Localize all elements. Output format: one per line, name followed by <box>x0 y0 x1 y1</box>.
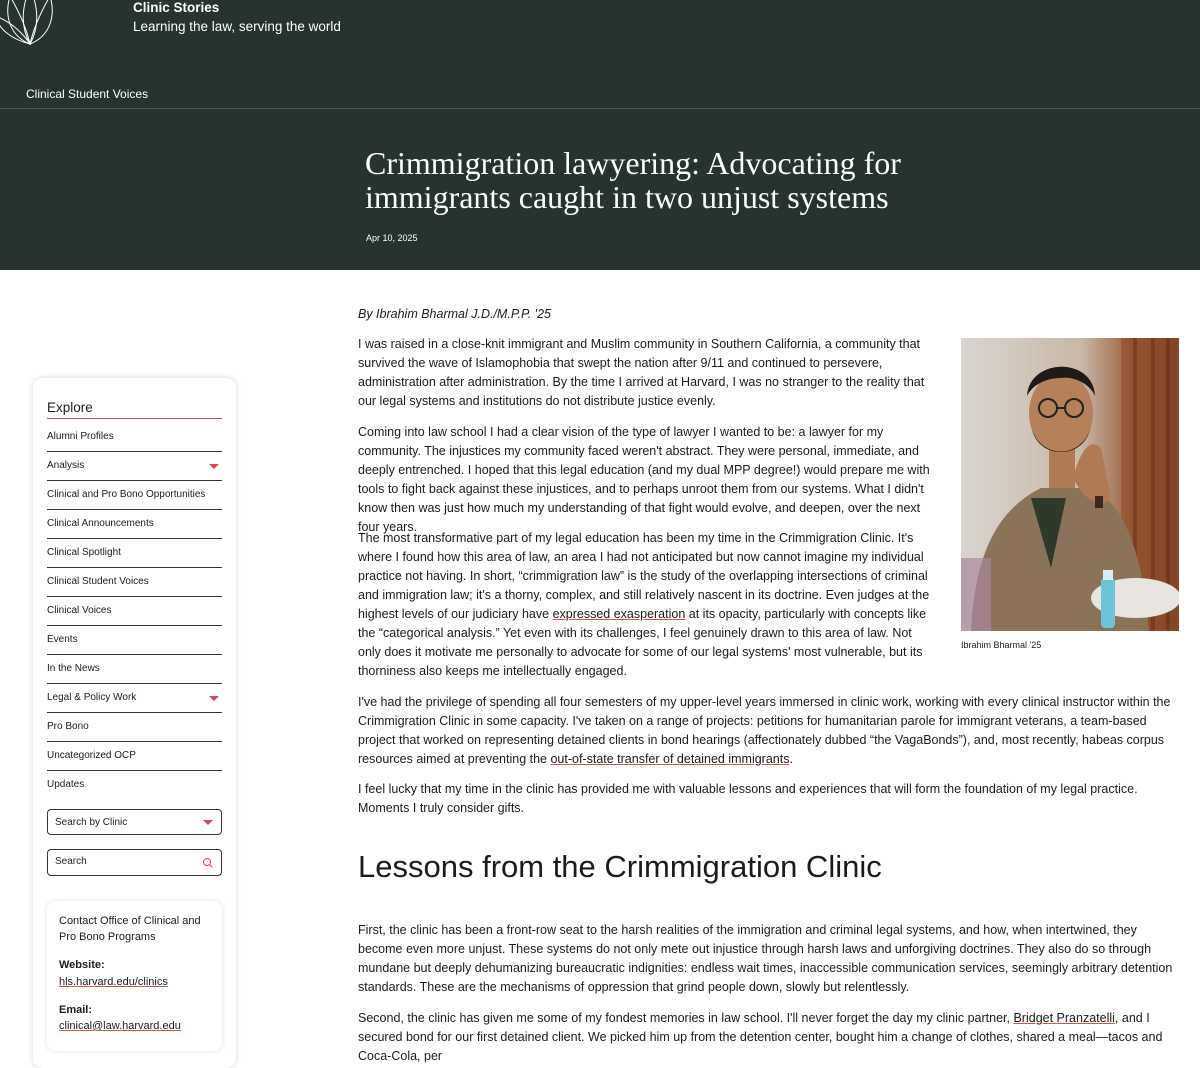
sidebar-item-clinical-pro-bono-opportunities[interactable] <box>47 481 222 510</box>
search-field[interactable] <box>47 849 222 876</box>
sidebar-item-label: Events <box>47 634 78 645</box>
paragraph-text: I've had the privilege of spending all four semesters of my upper-level years immersed in clinic work, working with every clinical instructor within the Crimmigration Clinic in some capacity. I've taken on a range of projects: petitions for humanitarian parole for immigrant veterans, a team-based project that worked on representing detained clients in bond hearings (affectionately dubbed “the VagaBonds”), and, most recently, habeas corpus resources aimed at preventing the <box>358 695 1171 766</box>
category-nav <box>47 423 222 799</box>
paragraph <box>358 529 938 681</box>
sidebar-item-label: Uncategorized OCP <box>47 750 136 761</box>
sidebar-item-label: Updates <box>47 779 85 790</box>
contact-card <box>47 901 222 1051</box>
sidebar-item-clinical-spotlight[interactable] <box>47 539 222 568</box>
chevron-down-icon[interactable] <box>203 820 213 825</box>
paragraph-text: at its opacity, particularly with concepts like the “categorical analysis.” Yet even with its challenges, I feel genuinely drawn to this area of law. Not only does it motivate me personally to advocate for some of our legal systems' most vulnerable, but its thorniness also keeps me intellectually engaged. <box>358 607 927 678</box>
email-link[interactable]: clinical@law.harvard.edu <box>59 1020 181 1032</box>
paragraph: I was raised in a close-knit immigrant and Muslim community in Southern California, a community that survived the wave of Islamophobia that swept the nation after 9/11 and continued to persevere, administration after administration. By the time I arrived at Harvard, I was no stranger to the reality that our legal systems and institutions do not distribute justice evenly. <box>358 337 925 408</box>
sidebar-item-label: Clinical Announcements <box>47 518 154 529</box>
paragraph-text: . <box>789 752 793 766</box>
photo-caption: Ibrahim Bharmal '25 <box>961 640 1042 650</box>
byline: By Ibrahim Bharmal J.D./M.P.P. '25 <box>358 307 551 321</box>
expressed-exasperation-link[interactable]: expressed exasperation <box>552 607 686 621</box>
paragraph-text: The most transformative part of my legal education has been my time in the Crimmigration Clinic. It's where I found how this area of law, an area I had not anticipated but now cannot imagine my individual practice not having. In short, “crimmigration law” is the study of the overlapping intersections of criminal and immigration law; it's a thorny, complex, and still relatively nascent in its doctrine. Even judges at the highest levels of our judiciary have <box>358 531 930 621</box>
author-photo <box>961 338 1179 631</box>
paragraph <box>358 1009 1178 1066</box>
sidebar <box>33 378 236 1068</box>
website-link[interactable]: hls.harvard.edu/clinics <box>59 976 168 988</box>
paragraph-text: , and I secured bond for our first detained client. We picked him up from the detention center, bought him a change of clothes, shared a meal—tacos and Coca-Cola, per <box>358 1011 1163 1063</box>
chevron-down-icon[interactable] <box>209 464 219 469</box>
clinic-select-value: Search by Clinic <box>55 817 128 828</box>
sidebar-item-label: Analysis <box>47 460 85 471</box>
sidebar-item-updates[interactable] <box>47 771 222 799</box>
paragraph-text: Second, the clinic has given me some of my fondest memories in law school. I'll never forget the day my clinic partner, <box>358 1011 1014 1025</box>
sidebar-item-label: Clinical Spotlight <box>47 547 121 558</box>
paragraph: Coming into law school I had a clear vision of the type of lawyer I wanted to be: a lawyer for my community. The injustices my community faced weren't abstract. They were personal, immediate, and deeply entrenched. I hoped that this legal education (and my dual MPP degree!) would prepare me with tools to fight back against these injustices, and to perhaps unroot them from our systems. What I didn't know then was just how much my understanding of that fight would evolve, and deepen, over the next four years. <box>358 425 930 534</box>
search-icon[interactable] <box>201 856 215 870</box>
sidebar-item-label: Clinical and Pro Bono Opportunities <box>47 489 206 500</box>
page-header <box>0 0 1200 270</box>
paragraph: I feel lucky that my time in the clinic has provided me with valuable lessons and experiences that will form the foundation of my legal practice. Moments I truly consider gifts. <box>358 782 1138 815</box>
sidebar-item-analysis[interactable] <box>47 452 222 481</box>
sidebar-item-in-the-news[interactable] <box>47 655 222 684</box>
header-divider <box>0 108 1200 109</box>
page-title: Crimmigration lawyering: Advocating for immigrants caught in two unjust systems <box>365 145 901 215</box>
paragraph: First, the clinic has been a front-row seat to the harsh realities of the immigration and criminal legal systems, and how, when intertwined, they become even more unjust. These systems do not only mete out injustice through harsh laws and unforgiving doctrines. They also do so through mundane but deeply dehumanizing bureaucratic indignities: endless wait times, inaccessible communication services, seemingly arbitrary detention standards. These are the mechanisms of oppression that grind people down, slowly but relentlessly. <box>358 923 1173 994</box>
sidebar-item-label: Pro Bono <box>47 721 89 732</box>
sidebar-item-alumni-profiles[interactable] <box>47 423 222 452</box>
sidebar-item-clinical-announcements[interactable] <box>47 510 222 539</box>
sidebar-item-clinical-student-voices[interactable] <box>47 568 222 597</box>
clinic-select[interactable] <box>47 809 222 835</box>
sidebar-item-uncategorized-ocp[interactable] <box>47 742 222 771</box>
sidebar-item-label: Clinical Student Voices <box>47 576 149 587</box>
breadcrumb-category[interactable]: Clinical Student Voices <box>26 87 149 101</box>
bridget-pranzatelli-link[interactable]: Bridget Pranzatelli <box>1013 1011 1115 1025</box>
section-heading: Lessons from the Crimmigration Clinic <box>358 849 882 884</box>
sidebar-item-events[interactable] <box>47 626 222 655</box>
out-of-state-transfer-link[interactable]: out-of-state transfer of detained immigrants <box>550 752 790 766</box>
paragraph <box>358 693 1178 769</box>
contact-title: Contact Office of Clinical and Pro Bono Programs <box>59 915 201 943</box>
search-input[interactable] <box>55 856 195 867</box>
sidebar-item-label: Alumni Profiles <box>47 431 114 442</box>
explore-heading: Explore <box>47 400 222 419</box>
sidebar-item-pro-bono[interactable] <box>47 713 222 742</box>
email-label: Email: <box>59 1004 93 1016</box>
sidebar-item-label: Legal & Policy Work <box>47 692 137 703</box>
website-label: Website: <box>59 959 105 971</box>
lotus-logo-icon[interactable] <box>0 0 60 46</box>
post-date: Apr 10, 2025 <box>366 233 418 243</box>
site-title[interactable]: Clinic Stories <box>133 0 220 15</box>
chevron-down-icon[interactable] <box>209 696 219 701</box>
sidebar-item-label: Clinical Voices <box>47 605 112 616</box>
site-tagline: Learning the law, serving the world <box>133 19 341 34</box>
sidebar-item-clinical-voices[interactable] <box>47 597 222 626</box>
sidebar-item-legal-policy-work[interactable] <box>47 684 222 713</box>
sidebar-item-label: In the News <box>47 663 100 674</box>
